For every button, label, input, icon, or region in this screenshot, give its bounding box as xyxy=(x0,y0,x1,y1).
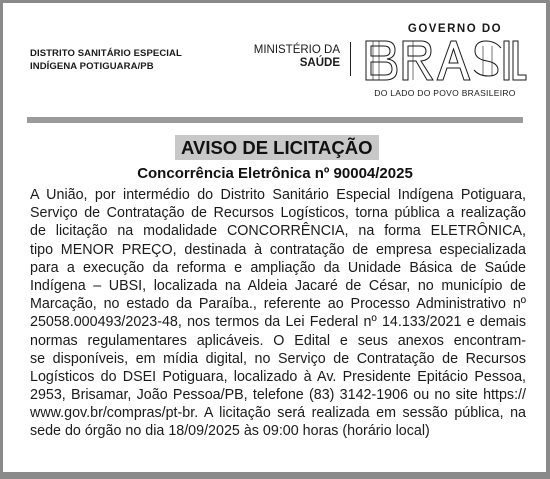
district-line-1: DISTRITO SANITÁRIO ESPECIAL xyxy=(30,48,182,59)
body-line: Serviço de Contratação de Recursos Logísticos, torna pública a realização xyxy=(30,205,526,222)
district-name xyxy=(30,47,182,73)
notice-title: AVISO DE LICITAÇÃO xyxy=(175,135,379,160)
body-line: Marcação, no estado da Paraíba., referente ao Processo Administrativo nº xyxy=(30,296,526,313)
body-line: tipo MENOR PREÇO, destinada à contratação de empresa especializada xyxy=(30,241,526,258)
body-line: normas regulamentares aplicáveis. O Edital e seus anexos encontram- xyxy=(30,332,526,349)
body-line: 25058.000493/2023-48, nos termos da Lei Federal nº 14.133/2021 e demais xyxy=(30,314,526,331)
body-line: Logísticos do DSEI Potiguara, localizado à Av. Presidente Epitácio Pessoa, xyxy=(30,368,526,385)
district-line-2: INDÍGENA POTIGUARA/PB xyxy=(30,61,154,72)
header-divider xyxy=(350,42,351,76)
government-slogan: DO LADO DO POVO BRASILEIRO xyxy=(374,88,516,98)
header-rule xyxy=(27,117,523,123)
notice-body xyxy=(30,186,526,441)
government-logo-top: GOVERNO DO xyxy=(407,23,503,35)
ministry-name xyxy=(248,44,340,70)
body-line: 2953, Brisamar, João Pessoa/PB, telefone (83) 3142-1906 ou no site https:// xyxy=(30,387,526,404)
brasil-logo-icon xyxy=(363,38,527,84)
body-line: sede do órgão no dia 18/09/2025 às 09:00 horas (horário local) xyxy=(30,423,430,440)
body-line: para a execução da reforma e ampliação da Unidade Básica de Saúde xyxy=(30,259,526,276)
body-line: www.gov.br/compras/pt-br. A licitação será realizada em sessão pública, na xyxy=(30,405,526,422)
body-line: A União, por intermédio do Distrito Sanitário Especial Indígena Potiguara, xyxy=(30,187,526,203)
body-line: de licitação na modalidade CONCORRÊNCIA, na forma ELETRÔNICA, xyxy=(30,223,526,240)
ministry-line-1: MINISTÉRIO DA xyxy=(253,44,340,56)
notice-subtitle: Concorrência Eletrônica nº 90004/2025 xyxy=(137,165,413,182)
body-line: Indígena – UBSI, localizada na Aldeia Jacaré de César, no município de xyxy=(30,277,526,294)
ministry-line-2: SAÚDE xyxy=(299,57,340,69)
body-line: se disponíveis, em mídia digital, no Serviço de Contratação de Recursos xyxy=(30,350,526,367)
